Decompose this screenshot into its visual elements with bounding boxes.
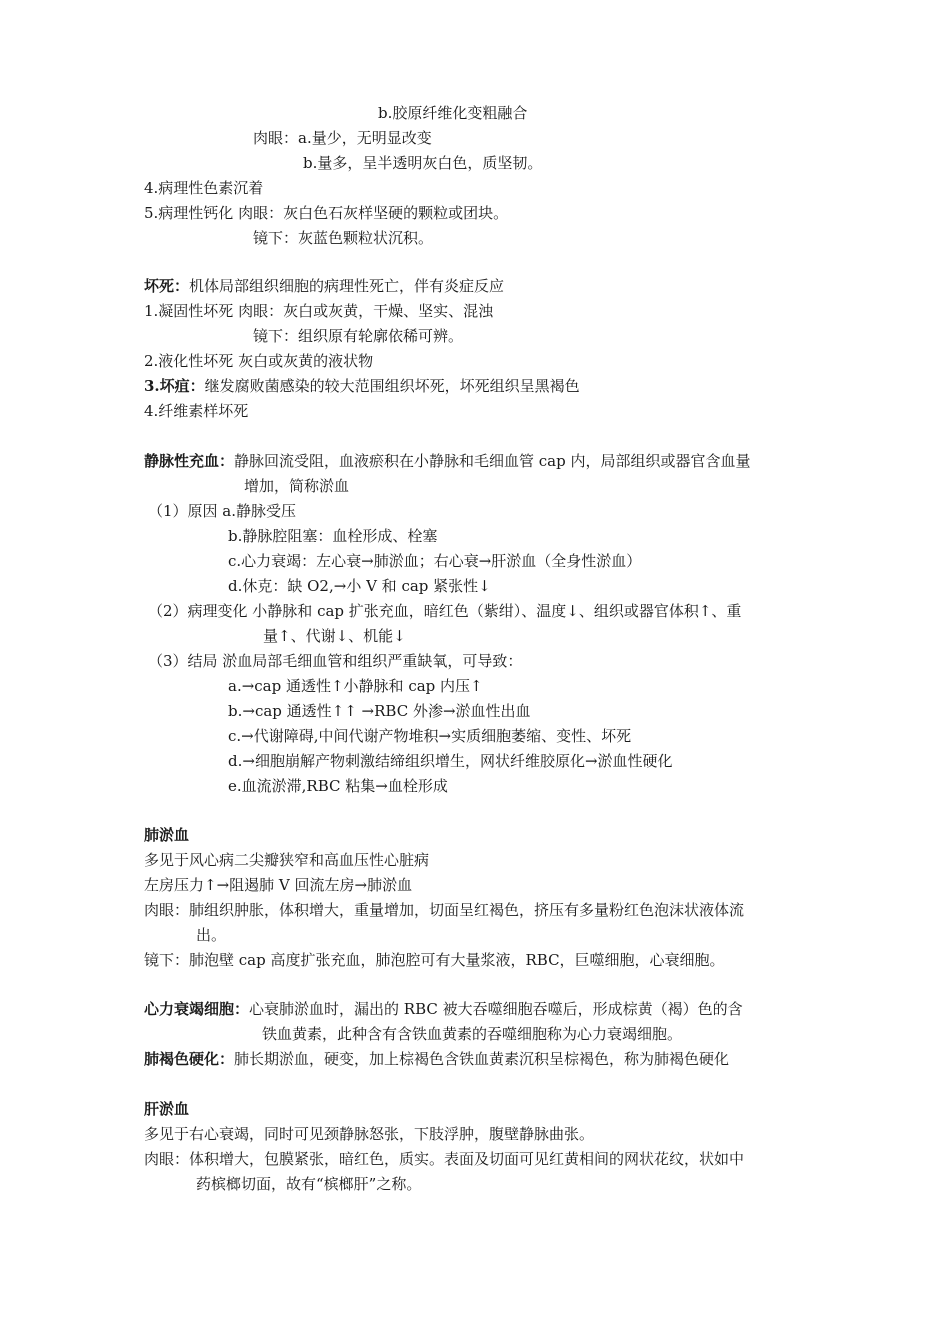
- text-line: [144, 1049, 729, 1069]
- section-heading: 肺淤血: [144, 826, 190, 844]
- text-line: d.休克：缺 O2,→小 V 和 cap 紧张性↓: [228, 577, 491, 595]
- text-line: 2.液化性坏死 灰白或灰黄的液状物: [144, 352, 374, 370]
- text-line: 1.凝固性坏死 肉眼：灰白或灰黄，干燥、坚实、混浊: [144, 302, 494, 320]
- text-line: 肉眼：体积增大，包膜紧张，暗红色，质实。表面及切面可见红黄相间的网状花纹，状如中: [144, 1150, 745, 1168]
- text-line: 镜下：组织原有轮廓依稀可辨。: [253, 327, 464, 345]
- term-heading: 心力衰竭细胞：: [144, 1000, 250, 1018]
- text-line: 4.纤维素样坏死: [144, 402, 249, 420]
- text-line: 铁血黄素，此种含有含铁血黄素的吞噬细胞称为心力衰竭细胞。: [262, 1025, 683, 1043]
- term-definition: 继发腐败菌感染的较大范围组织坏死，坏死组织呈黑褐色: [204, 377, 580, 395]
- text-line: 多见于风心病二尖瓣狭窄和高血压性心脏病: [144, 851, 430, 869]
- text-line: 肉眼：肺组织肿胀，体积增大，重量增加，切面呈红褐色，挤压有多量粉红色泡沫状液体流: [144, 901, 745, 919]
- text-line: [144, 451, 751, 471]
- term-definition: 静脉回流受阻，血液瘀积在小静脉和毛细血管 cap 内，局部组织或器官含血量: [234, 452, 751, 470]
- text-line: c.→代谢障碍,中间代谢产物堆积→实质细胞萎缩、变性、坏死: [228, 727, 632, 745]
- text-line: [144, 276, 504, 296]
- text-line: 多见于右心衰竭，同时可见颈静脉怒张，下肢浮肿，腹壁静脉曲张。: [144, 1125, 595, 1143]
- text-line: 出。: [196, 926, 227, 944]
- term-heading: 静脉性充血：: [144, 452, 235, 470]
- text-line: 5.病理性钙化 肉眼：灰白色石灰样坚硬的颗粒或团块。: [144, 204, 509, 222]
- text-line: b.胶原纤维化变粗融合: [378, 104, 528, 122]
- text-line: e.血流淤滞,RBC 粘集→血栓形成: [228, 777, 448, 795]
- text-line: 药槟榔切面，故有“槟榔肝”之称。: [196, 1175, 422, 1193]
- text-line: （3）结局 淤血局部毛细血管和组织严重缺氧，可导致：: [148, 652, 523, 670]
- text-line: 量↑、代谢↓、机能↓: [263, 627, 406, 645]
- text-line: （1）原因 a.静脉受压: [148, 502, 297, 520]
- text-line: （2）病理变化 小静脉和 cap 扩张充血，暗红色（紫绀）、温度↓、组织或器官体积↑、重: [148, 602, 742, 620]
- text-line: 镜下：肺泡壁 cap 高度扩张充血，肺泡腔可有大量浆液，RBC，巨噬细胞，心衰细胞。: [144, 951, 725, 969]
- section-heading: 肝淤血: [144, 1100, 190, 1118]
- text-line: c.心力衰竭：左心衰→肺淤血；右心衰→肝淤血（全身性淤血）: [228, 552, 642, 570]
- term-heading: 3.坏疽：: [144, 377, 205, 395]
- term-heading: 坏死：: [144, 277, 190, 295]
- text-line: b.量多，呈半透明灰白色，质坚韧。: [303, 154, 543, 172]
- term-definition: 机体局部组织细胞的病理性死亡，伴有炎症反应: [189, 277, 505, 295]
- text-line: [144, 999, 743, 1019]
- term-definition: 肺长期淤血，硬变，加上棕褐色含铁血黄素沉积呈棕褐色，称为肺褐色硬化: [234, 1050, 730, 1068]
- text-line: 肉眼：a.量少，无明显改变: [253, 129, 432, 147]
- text-line: 4.病理性色素沉着: [144, 179, 264, 197]
- text-line: 镜下：灰蓝色颗粒状沉积。: [253, 229, 434, 247]
- text-line: 增加，简称淤血: [244, 477, 350, 495]
- text-line: [144, 376, 580, 396]
- term-heading: 肺褐色硬化：: [144, 1050, 235, 1068]
- text-line: b.→cap 通透性↑↑ →RBC 外渗→淤血性出血: [228, 702, 531, 720]
- text-line: 左房压力↑→阻遏肺 V 回流左房→肺淤血: [144, 876, 413, 894]
- text-line: b.静脉腔阻塞：血栓形成、栓塞: [228, 527, 438, 545]
- text-line: a.→cap 通透性↑小静脉和 cap 内压↑: [228, 677, 483, 695]
- term-definition: 心衰肺淤血时，漏出的 RBC 被大吞噬细胞吞噬后，形成棕黄（褐）色的含: [249, 1000, 743, 1018]
- text-line: d.→细胞崩解产物刺激结缔组织增生，网状纤维胶原化→淤血性硬化: [228, 752, 673, 770]
